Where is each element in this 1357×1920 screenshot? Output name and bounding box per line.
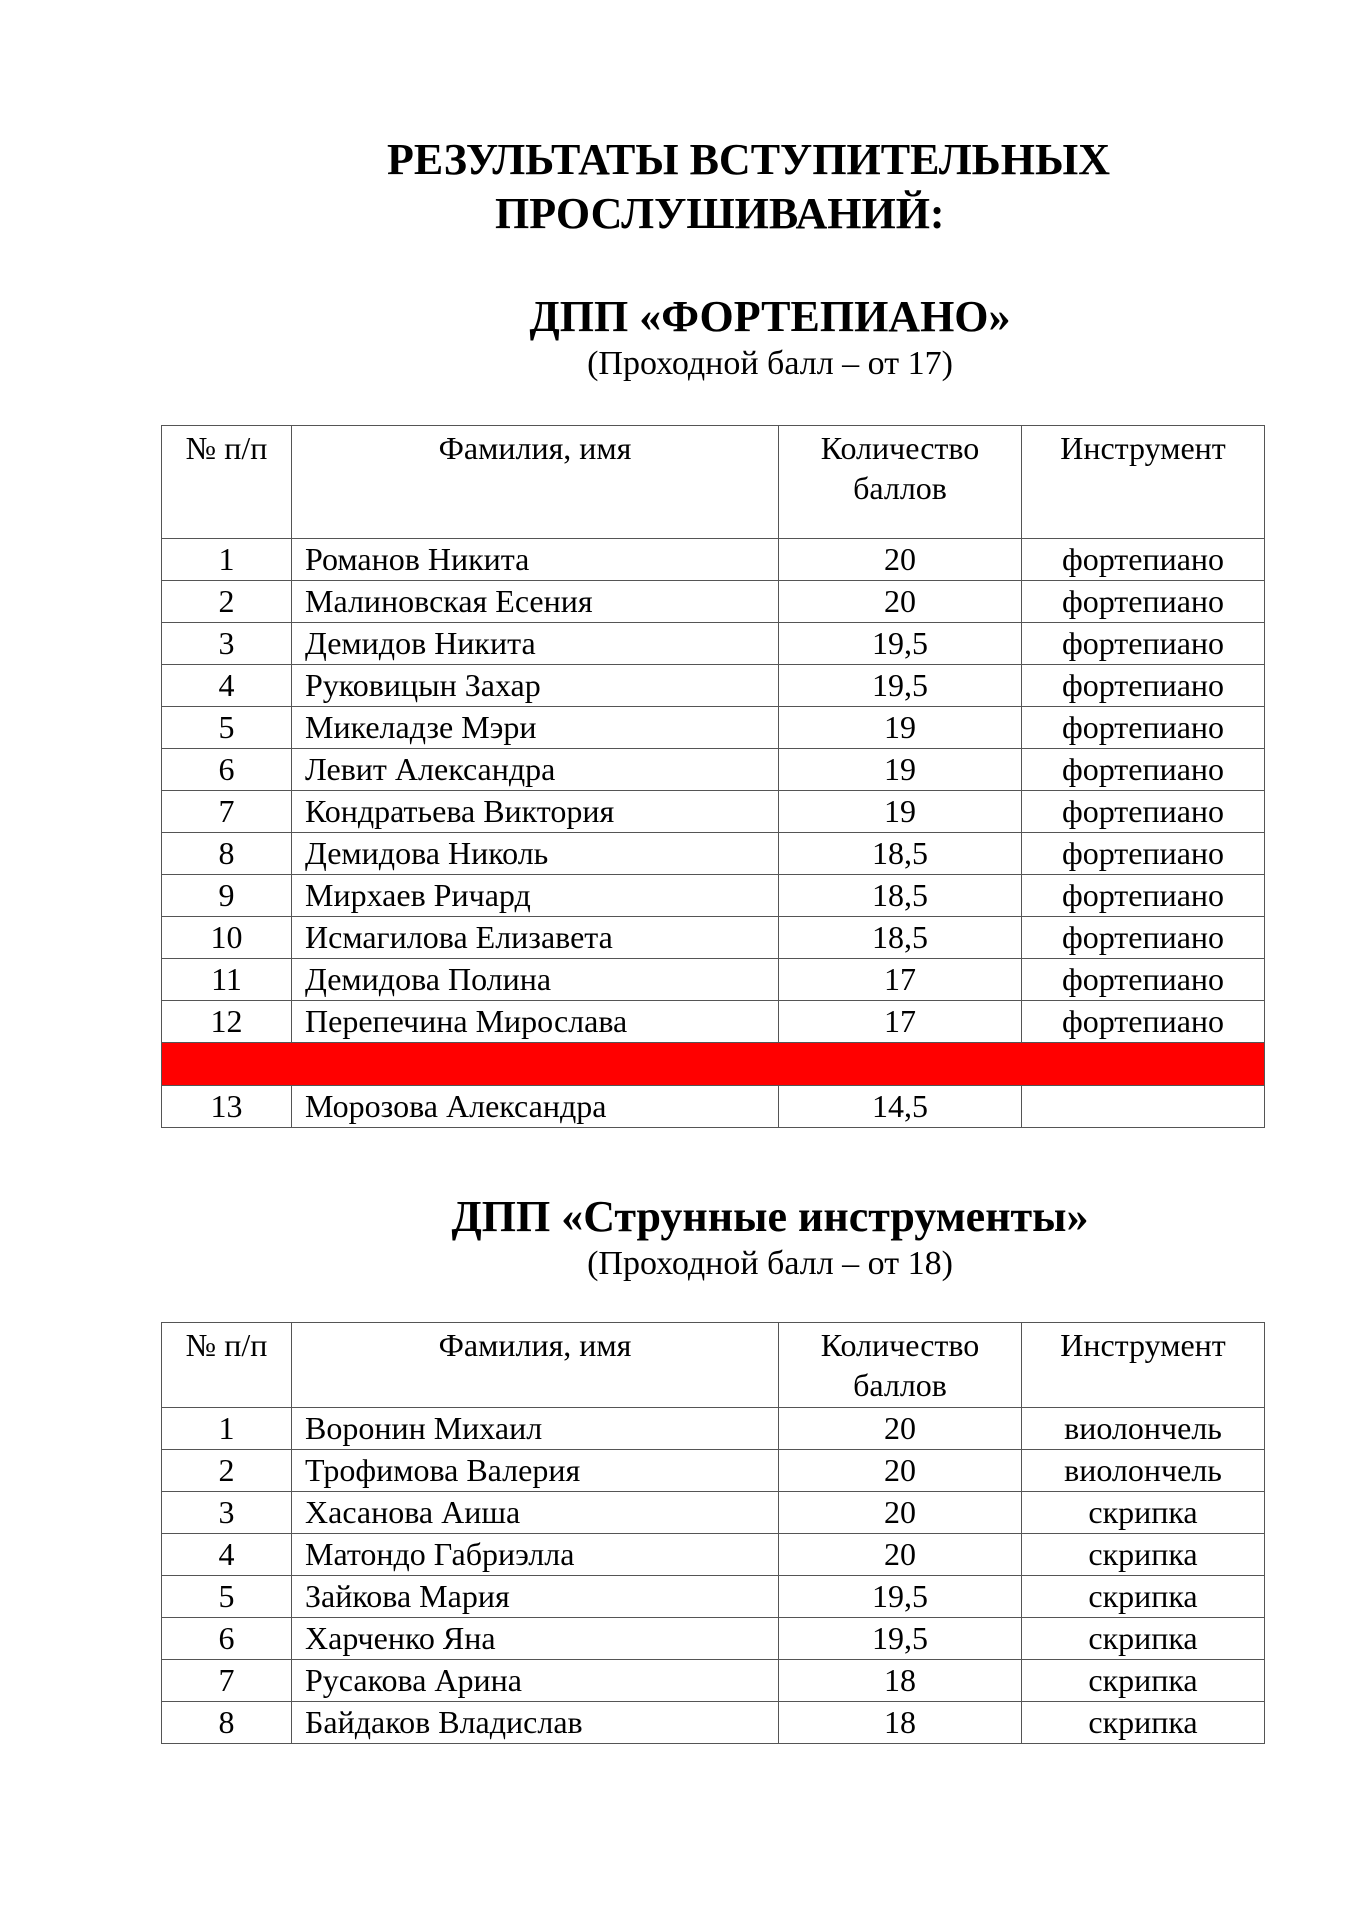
cell-instrument: виолончель <box>1022 1408 1265 1450</box>
cell-name: Демидова Николь <box>292 833 779 875</box>
cell-instrument: фортепиано <box>1022 707 1265 749</box>
table-row <box>162 833 1265 875</box>
separator-cell <box>162 1043 1265 1086</box>
column-header-instrument: Инструмент <box>1022 426 1265 539</box>
cell-number: 6 <box>162 1618 292 1660</box>
cell-instrument: скрипка <box>1022 1660 1265 1702</box>
table-row <box>162 1408 1265 1450</box>
cell-instrument: фортепиано <box>1022 959 1265 1001</box>
cell-number: 12 <box>162 1001 292 1043</box>
table-row <box>162 707 1265 749</box>
table-row <box>162 1001 1265 1043</box>
cell-number: 2 <box>162 1450 292 1492</box>
cell-name: Воронин Михаил <box>292 1408 779 1450</box>
cell-number: 4 <box>162 665 292 707</box>
cell-name: Демидова Полина <box>292 959 779 1001</box>
cell-name: Романов Никита <box>292 539 779 581</box>
cell-instrument: фортепиано <box>1022 875 1265 917</box>
column-header-score: Количество баллов <box>779 426 1022 539</box>
cell-instrument: фортепиано <box>1022 581 1265 623</box>
cell-score: 18 <box>779 1702 1022 1744</box>
table-row <box>162 917 1265 959</box>
passing-threshold-separator <box>162 1043 1265 1086</box>
section-note-piano: (Проходной балл – от 17) <box>587 345 953 382</box>
column-header-name: Фамилия, имя <box>292 426 779 539</box>
table-row <box>162 1576 1265 1618</box>
page-title-line-1: РЕЗУЛЬТАТЫ ВСТУПИТЕЛЬНЫХ <box>387 135 1110 184</box>
section-heading-strings: ДПП «Струнные инструменты» <box>451 1192 1089 1241</box>
cell-number: 3 <box>162 623 292 665</box>
table-row <box>162 791 1265 833</box>
cell-name: Перепечина Мирослава <box>292 1001 779 1043</box>
cell-score: 20 <box>779 1534 1022 1576</box>
cell-score: 20 <box>779 1408 1022 1450</box>
section-heading-piano: ДПП «ФОРТЕПИАНО» <box>529 292 1011 341</box>
cell-name: Малиновская Есения <box>292 581 779 623</box>
cell-number: 8 <box>162 833 292 875</box>
cell-score: 19,5 <box>779 1576 1022 1618</box>
cell-name: Зайкова Мария <box>292 1576 779 1618</box>
cell-number: 13 <box>162 1086 292 1128</box>
cell-score: 19,5 <box>779 665 1022 707</box>
cell-number: 7 <box>162 1660 292 1702</box>
cell-score: 14,5 <box>779 1086 1022 1128</box>
cell-number: 9 <box>162 875 292 917</box>
table-row <box>162 1450 1265 1492</box>
cell-name: Хасанова Аиша <box>292 1492 779 1534</box>
column-header-score: Количество баллов <box>779 1323 1022 1408</box>
column-header-number: № п/п <box>162 1323 292 1408</box>
table-row <box>162 539 1265 581</box>
cell-number: 6 <box>162 749 292 791</box>
cell-name: Русакова Арина <box>292 1660 779 1702</box>
cell-name: Демидов Никита <box>292 623 779 665</box>
cell-number: 3 <box>162 1492 292 1534</box>
cell-instrument: фортепиано <box>1022 749 1265 791</box>
cell-number: 5 <box>162 707 292 749</box>
cell-score: 19,5 <box>779 1618 1022 1660</box>
cell-name: Исмагилова Елизавета <box>292 917 779 959</box>
cell-number: 11 <box>162 959 292 1001</box>
cell-instrument: виолончель <box>1022 1450 1265 1492</box>
cell-number: 2 <box>162 581 292 623</box>
cell-name: Морозова Александра <box>292 1086 779 1128</box>
table-row <box>162 959 1265 1001</box>
results-table-piano <box>161 425 1265 1128</box>
cell-number: 5 <box>162 1576 292 1618</box>
results-table-strings <box>161 1322 1265 1744</box>
table-row <box>162 665 1265 707</box>
section-note-strings: (Проходной балл – от 18) <box>587 1245 953 1282</box>
cell-instrument: фортепиано <box>1022 623 1265 665</box>
cell-score: 20 <box>779 581 1022 623</box>
cell-name: Микеладзе Мэри <box>292 707 779 749</box>
cell-score: 18,5 <box>779 833 1022 875</box>
cell-score: 20 <box>779 539 1022 581</box>
cell-score: 18,5 <box>779 875 1022 917</box>
cell-instrument: фортепиано <box>1022 539 1265 581</box>
table-row <box>162 1702 1265 1744</box>
table-row <box>162 623 1265 665</box>
cell-number: 7 <box>162 791 292 833</box>
table-row <box>162 749 1265 791</box>
cell-score: 19,5 <box>779 623 1022 665</box>
table-row <box>162 875 1265 917</box>
table-header-row <box>162 1323 1265 1408</box>
table-row <box>162 1492 1265 1534</box>
cell-name: Мирхаев Ричард <box>292 875 779 917</box>
table-row <box>162 1086 1265 1128</box>
cell-instrument: скрипка <box>1022 1492 1265 1534</box>
cell-number: 1 <box>162 1408 292 1450</box>
cell-number: 1 <box>162 539 292 581</box>
column-header-number: № п/п <box>162 426 292 539</box>
cell-instrument: фортепиано <box>1022 833 1265 875</box>
cell-name: Байдаков Владислав <box>292 1702 779 1744</box>
cell-instrument: фортепиано <box>1022 665 1265 707</box>
cell-score: 17 <box>779 1001 1022 1043</box>
cell-instrument <box>1022 1086 1265 1128</box>
table-row <box>162 1618 1265 1660</box>
cell-instrument: фортепиано <box>1022 1001 1265 1043</box>
cell-score: 18 <box>779 1660 1022 1702</box>
cell-number: 10 <box>162 917 292 959</box>
table-row <box>162 1660 1265 1702</box>
cell-number: 4 <box>162 1534 292 1576</box>
cell-number: 8 <box>162 1702 292 1744</box>
cell-instrument: скрипка <box>1022 1576 1265 1618</box>
cell-name: Руковицын Захар <box>292 665 779 707</box>
column-header-instrument: Инструмент <box>1022 1323 1265 1408</box>
cell-score: 19 <box>779 791 1022 833</box>
cell-name: Матондо Габриэлла <box>292 1534 779 1576</box>
table-header-row <box>162 426 1265 539</box>
column-header-name: Фамилия, имя <box>292 1323 779 1408</box>
cell-instrument: скрипка <box>1022 1618 1265 1660</box>
cell-score: 17 <box>779 959 1022 1001</box>
cell-score: 19 <box>779 749 1022 791</box>
cell-score: 18,5 <box>779 917 1022 959</box>
page-title-line-2: ПРОСЛУШИВАНИЙ: <box>495 189 945 238</box>
cell-name: Левит Александра <box>292 749 779 791</box>
table-row <box>162 1534 1265 1576</box>
cell-instrument: фортепиано <box>1022 791 1265 833</box>
cell-score: 20 <box>779 1450 1022 1492</box>
cell-instrument: скрипка <box>1022 1534 1265 1576</box>
cell-name: Трофимова Валерия <box>292 1450 779 1492</box>
cell-name: Кондратьева Виктория <box>292 791 779 833</box>
cell-name: Харченко Яна <box>292 1618 779 1660</box>
cell-instrument: скрипка <box>1022 1702 1265 1744</box>
cell-score: 20 <box>779 1492 1022 1534</box>
cell-score: 19 <box>779 707 1022 749</box>
table-row <box>162 581 1265 623</box>
cell-instrument: фортепиано <box>1022 917 1265 959</box>
